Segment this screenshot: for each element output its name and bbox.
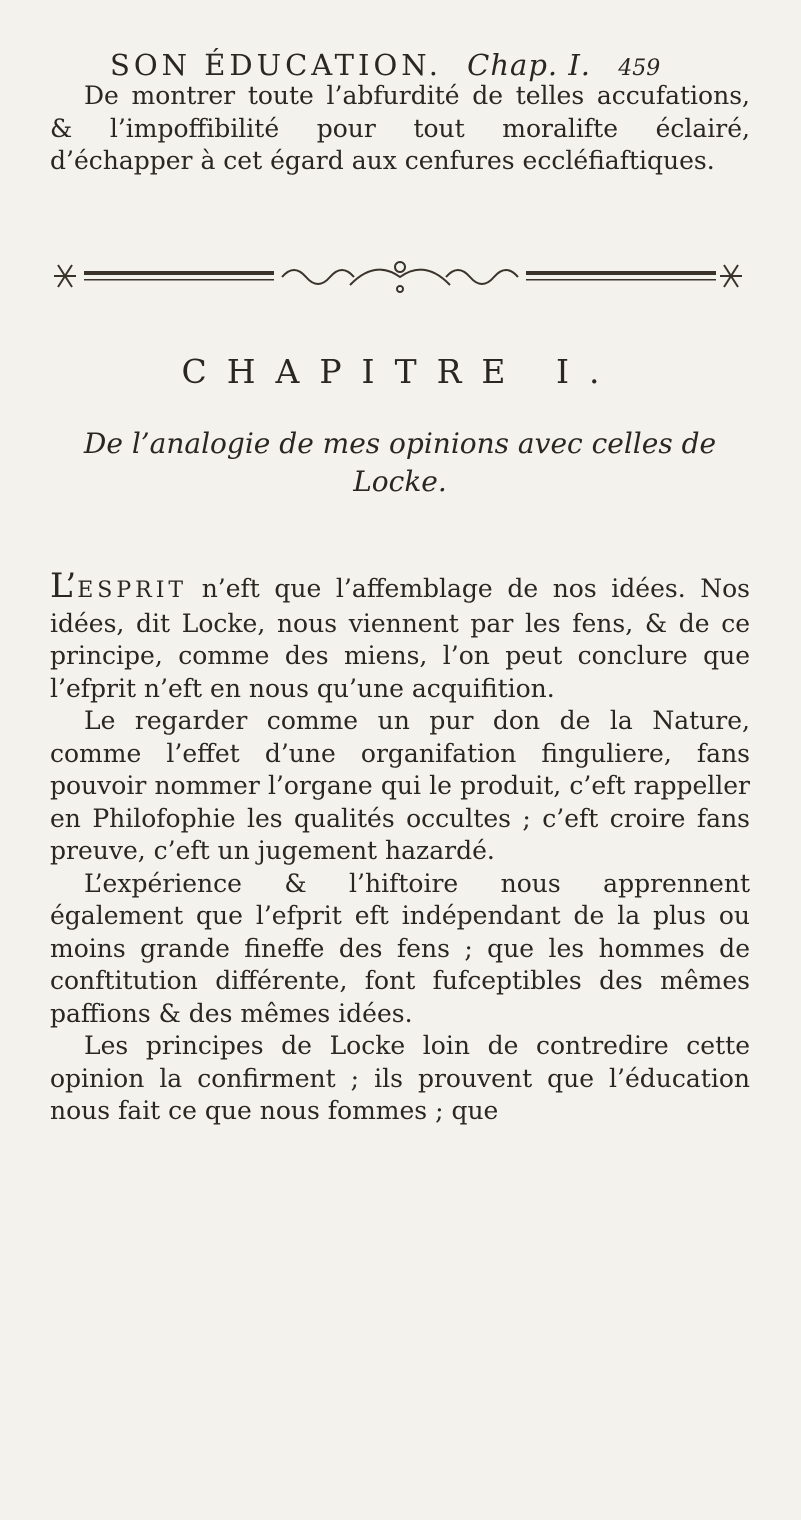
paragraph-1 — [50, 566, 750, 705]
chapter-title: De l’analogie de mes opinions avec celles de Locke. — [83, 427, 717, 498]
chapter-heading: CHAPITRE I. — [181, 352, 620, 391]
running-head — [110, 48, 670, 82]
drop-cap: L’ — [50, 566, 78, 606]
continued-paragraph-block — [50, 80, 750, 178]
continued-paragraph: De montrer toute l’abfurdité de telles accufations, & l’impoffibilité pour tout moralifte éclairé, d’échapper à cet égard aux cenfures eccléfiaftiques. — [50, 81, 750, 175]
running-head-title: SON ÉDUCATION. — [110, 48, 442, 82]
ornamental-divider — [50, 255, 750, 300]
lead-word: ESPRIT — [77, 578, 188, 603]
divider-right-fleuron — [720, 265, 742, 287]
chapter-body — [50, 566, 750, 1128]
divider-left-fleuron — [54, 265, 76, 287]
paragraph-3: L’expérience & l’hiftoire nous apprennent également que l’efprit eft indépendant de la plus ou moins grande fineffe des fens ; que les hommes de conftitution différente, font fufceptibles des mêmes paffions & des mêmes idées. — [50, 868, 750, 1028]
paragraph-2: Le regarder comme un pur don de la Nature, comme l’effet d’une organifation finguliere, fans pouvoir nommer l’organe qui le produit, c’eft rappeller en Philofophie les qualités occultes ; c’eft croire fans preuve, c’eft un jugement hazardé. — [50, 706, 750, 865]
paragraph-1-text: n’eft que l’affemblage de nos idées. Nos idées, dit Locke, nous viennent par les fens, & de ce principe, comme des miens, l’on peut conclure que l’efprit n’eft en nous qu’une acquifition. — [50, 574, 750, 703]
paragraph-4: Les principes de Locke loin de contredire cette opinion la confirment ; ils prouvent que l’éducation nous fait ce que nous fommes ; que — [50, 1031, 750, 1125]
page-number: 459 — [618, 56, 661, 81]
running-head-chapter: Chap. I. — [467, 48, 592, 82]
